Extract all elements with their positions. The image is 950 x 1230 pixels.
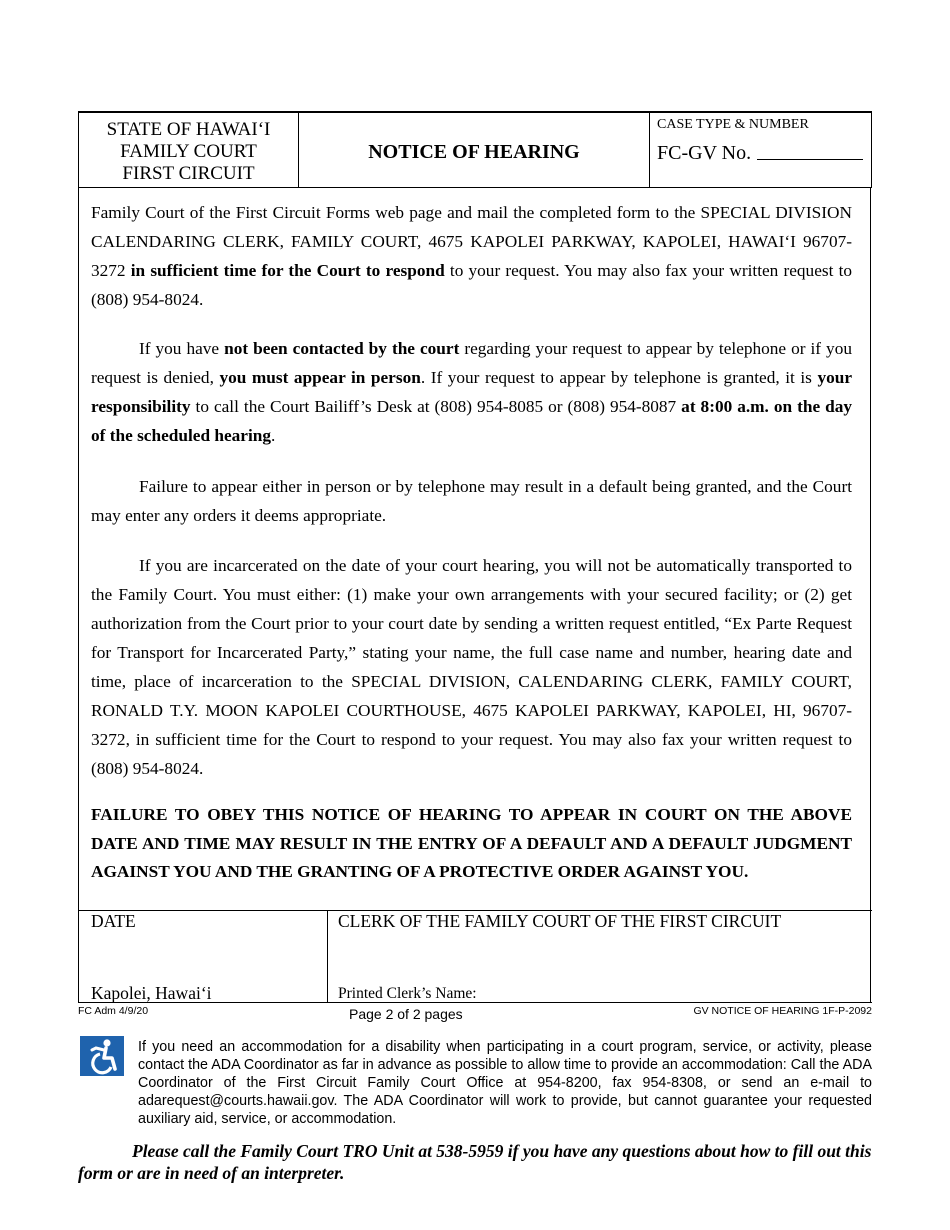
body-border-left	[78, 187, 79, 911]
court-name	[80, 119, 297, 185]
header-divider	[649, 111, 650, 188]
signature-divider	[327, 910, 328, 1003]
court-line-circuit: FIRST CIRCUIT	[122, 163, 255, 184]
header-bottom-rule	[78, 187, 872, 188]
telephone-appearance-emphasis: you must appear in person	[219, 368, 421, 387]
telephone-appearance-text: regarding your request to appear by telephone or if you request is denied,	[91, 339, 852, 387]
signature-border-right	[870, 910, 871, 1003]
paragraph-telephone-appearance	[91, 334, 852, 450]
printed-clerk-name-label: Printed Clerk’s Name:	[338, 985, 477, 1002]
telephone-appearance-text: .	[271, 426, 276, 445]
document-title: NOTICE OF HEARING	[368, 141, 580, 163]
mail-instructions-text: Family Court of the First Circuit Forms web page and mail the completed form to the SPECIAL DIVISION CALENDARING CLERK, FAMILY COURT, 4675 KAPOLEI PARKWAY, KAPOLEI, HAWAI‘I 96707-3272	[91, 203, 852, 280]
place-label: Kapolei, Hawai‘i	[91, 983, 212, 1003]
clerk-label: CLERK OF THE FAMILY COURT OF THE FIRST CIRCUIT	[338, 911, 782, 931]
paragraph-incarcerated: If you are incarcerated on the date of your court hearing, you will not be automatically transported to the Family Court. You must either: (1) make your own arrangements with your secured facility; or (2) get authorization from the Court prior to your court date by sending a written request entitled, “Ex Parte Request for Transport for Incarcerated Party,” stating your name, the full case name and number, hearing date and time, place of incarceration to the SPECIAL DIVISION, CALENDARING CLERK, FAMILY COURT, RONALD T.Y. MOON KAPOLEI COURTHOUSE, 4675 KAPOLEI PARKWAY, KAPOLEI, HI, 96707-3272, in sufficient time for the Court to respond to your request. You may also fax your written request to (808) 954-8024.	[91, 556, 852, 778]
telephone-appearance-text: . If your request to appear by telephone is granted, it is	[420, 368, 818, 387]
ada-notice: If you need an accommodation for a disability when participating in a court program, service, or activity, please contact the ADA Coordinator as far in advance as possible to allow time to provide an accommodation: Call the ADA Coordinator of the First Circuit Family Court Office at 954-8200, fax 954-8308, or send an e-mail to adarequest@courts.hawaii.gov. The ADA Coordinator will work to provide, but cannot guarantee your requested auxiliary aid, service, or accommodation.	[138, 1039, 872, 1127]
telephone-appearance-emphasis: not been contacted by the court	[224, 339, 460, 358]
tro-unit-note: Please call the Family Court TRO Unit at 538-5959 if you have any questions about how to fill out this form or are in need of an interpreter.	[78, 1141, 872, 1183]
court-line-state: STATE OF HAWAI‘I	[106, 119, 271, 140]
header-divider	[298, 111, 299, 188]
date-label: DATE	[91, 911, 136, 931]
paragraph-mail-instructions	[91, 198, 852, 314]
accessibility-icon	[80, 1036, 124, 1076]
mail-instructions-text: to your request. You may also fax your written request to (808) 954-8024.	[91, 261, 853, 309]
telephone-appearance-emphasis: your responsibility	[91, 368, 852, 416]
mail-instructions-emphasis: in sufficient time for the Court to respond	[130, 261, 445, 280]
signature-border-left	[78, 910, 79, 1003]
case-type-label: CASE TYPE & NUMBER	[657, 117, 809, 132]
paragraph-failure-to-appear: Failure to appear either in person or by telephone may result in a default being granted, and the Court may enter any orders it deems appropriate.	[91, 477, 852, 525]
form-revision: FC Adm 4/9/20	[78, 1005, 149, 1017]
case-number-label: FC-GV No.	[657, 142, 752, 164]
telephone-appearance-text: If you have	[139, 339, 225, 358]
form-id: GV NOTICE OF HEARING 1F-P-2092	[693, 1005, 872, 1017]
telephone-appearance-text: to call the Court Bailiff’s Desk at (808) 954-8085 or (808) 954-8087	[190, 397, 682, 416]
telephone-appearance-emphasis: at 8:00 a.m. on the day of the scheduled hearing	[91, 397, 853, 445]
page-number: Page 2 of 2 pages	[349, 1006, 463, 1022]
case-number-field[interactable]	[757, 159, 863, 160]
warning-paragraph: FAILURE TO OBEY THIS NOTICE OF HEARING TO APPEAR IN COURT ON THE ABOVE DATE AND TIME MAY RESULT IN THE ENTRY OF A DEFAULT AND A DEFAULT JUDGMENT AGAINST YOU AND THE GRANTING OF A PROTECTIVE ORDER AGAINST YOU.	[91, 805, 852, 881]
body-border-right	[870, 187, 871, 911]
court-line-family: FAMILY COURT	[120, 141, 257, 162]
